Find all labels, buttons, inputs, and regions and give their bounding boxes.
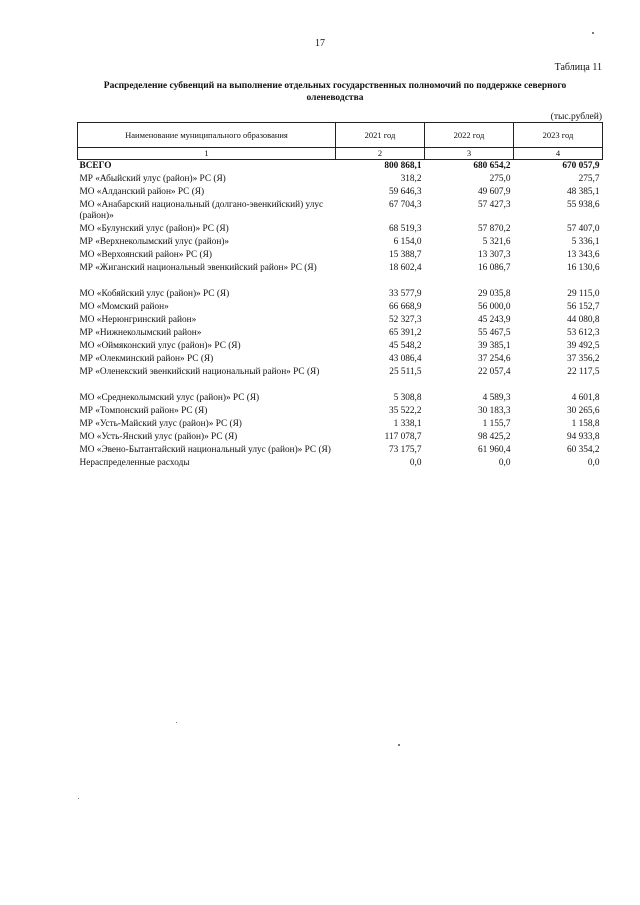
value-2022: 45 243,9: [477, 315, 511, 325]
value-2023: 57 407,0: [566, 224, 600, 234]
value-2023: 275,7: [578, 174, 600, 184]
municipality-name: МР «Нижнеколымский район»: [79, 328, 202, 338]
value-2023: 30 265,6: [566, 406, 600, 416]
column-number: 1: [78, 148, 336, 160]
value-2023: 60 354,2: [566, 445, 600, 455]
total-row: [78, 160, 603, 174]
table-row: [78, 173, 603, 186]
value-2023: 0,0: [587, 458, 600, 468]
value-2022: 98 425,2: [477, 432, 511, 442]
value-2022: 29 035,8: [477, 289, 511, 299]
value-2023: 48 385,1: [566, 187, 600, 197]
scan-speck: [398, 744, 400, 746]
municipality-name: МО «Алданский район» РС (Я): [79, 187, 205, 197]
column-number: 3: [425, 148, 514, 160]
value-2021: 66 668,9: [388, 302, 422, 312]
municipality-name: МР «Жиганский национальный эвенкийский район» РС (Я): [79, 263, 317, 273]
municipality-name: МО «Момский район»: [79, 302, 169, 312]
municipality-name: МО «Кобяйский улус (район)» РС (Я): [79, 289, 230, 299]
scan-speck: [176, 722, 177, 723]
value-2022: 16 086,7: [477, 263, 511, 273]
value-2023: 5 336,1: [571, 237, 600, 247]
total-2022: 680 654,2: [473, 161, 511, 171]
value-2021: 52 327,3: [388, 315, 422, 325]
table-row: [78, 444, 603, 457]
header-2023: 2023 год: [514, 123, 603, 148]
table-row: [78, 405, 603, 418]
header-2021: 2021 год: [336, 123, 425, 148]
value-2023: 22 117,5: [567, 367, 600, 377]
header-municipality: Наименование муниципального образования: [78, 123, 336, 148]
value-2023: 37 356,2: [566, 354, 600, 364]
municipality-name: МР «Усть-Майский улус (район)» РС (Я): [79, 419, 242, 429]
municipality-name: Нераспределенные расходы: [79, 458, 190, 468]
value-2021: 68 519,3: [388, 224, 422, 234]
value-2022: 61 960,4: [477, 445, 511, 455]
municipality-name: МО «Верхоянский район» РС (Я): [79, 250, 212, 260]
value-2021: 35 522,2: [388, 406, 422, 416]
subsidy-table: [77, 122, 603, 470]
value-2021: 117 078,7: [384, 432, 422, 442]
value-2023: 13 343,6: [566, 250, 600, 260]
value-2023: 4 601,8: [571, 393, 600, 403]
value-2021: 33 577,9: [388, 289, 422, 299]
value-2023: 16 130,6: [566, 263, 600, 273]
municipality-name: МР «Оленекский эвенкийский национальный район» РС (Я): [79, 367, 320, 377]
value-2021: 18 602,4: [388, 263, 422, 273]
value-2022: 1 155,7: [482, 419, 511, 429]
value-2023: 39 492,5: [566, 341, 600, 351]
table-row: [78, 262, 603, 275]
group-spacer: [78, 379, 603, 392]
municipality-name: МО «Оймяконский улус (район)» РС (Я): [79, 341, 241, 351]
value-2021: 43 086,4: [388, 354, 422, 364]
table-row: [78, 249, 603, 262]
units-label: (тыс.рублей): [550, 112, 602, 122]
value-2021: 318,2: [400, 174, 422, 184]
value-2022: 37 254,6: [477, 354, 511, 364]
value-2022: 22 057,4: [477, 367, 511, 377]
value-2022: 57 870,2: [477, 224, 511, 234]
value-2022: 0,0: [498, 458, 511, 468]
value-2022: 30 183,3: [477, 406, 511, 416]
page-number: 17: [315, 38, 325, 49]
value-2021: 73 175,7: [388, 445, 422, 455]
table-row: [78, 301, 603, 314]
table-row: [78, 340, 603, 353]
municipality-name: МО «Эвено-Бытантайский национальный улус (район)» РС (Я): [79, 445, 331, 455]
value-2022: 56 000,0: [477, 302, 511, 312]
value-2021: 45 548,2: [388, 341, 422, 351]
header-2022: 2022 год: [425, 123, 514, 148]
value-2022: 4 589,3: [482, 393, 511, 403]
municipality-name: МО «Булунский улус (район)» РС (Я): [79, 224, 229, 234]
scan-speck: [592, 32, 594, 34]
value-2021: 59 646,3: [388, 187, 422, 197]
value-2023: 56 152,7: [566, 302, 600, 312]
total-2021: 800 868,1: [384, 161, 422, 171]
value-2022: 275,0: [489, 174, 511, 184]
table-label: Таблица 11: [554, 62, 602, 73]
value-2022: 39 385,1: [477, 341, 511, 351]
value-2022: 13 307,3: [477, 250, 511, 260]
municipality-name: МР «Абыйский улус (район)» РС (Я): [79, 174, 226, 184]
value-2022: 5 321,6: [482, 237, 511, 247]
value-2022: 57 427,3: [477, 200, 511, 210]
total-label: ВСЕГО: [79, 161, 112, 171]
municipality-name: МО «Анабарский национальный (долгано-эвенкийский) улус (район)»: [79, 200, 324, 221]
table-row: [78, 288, 603, 301]
value-2021: 6 154,0: [393, 237, 422, 247]
document-title: Распределение субвенций на выполнение отдельных государственных полномочий по поддержке северного оленеводства: [103, 81, 567, 103]
scan-speck: [78, 798, 79, 799]
column-number-row: [78, 148, 603, 160]
value-2023: 29 115,0: [567, 289, 600, 299]
group-spacer: [78, 275, 603, 288]
value-2023: 53 612,3: [566, 328, 600, 338]
municipality-name: МР «Томпонский район» РС (Я): [79, 406, 208, 416]
table-row: [78, 186, 603, 199]
table-row: [78, 327, 603, 340]
table-row: [78, 418, 603, 431]
column-number: 2: [336, 148, 425, 160]
municipality-name: МР «Верхнеколымский улус (район)»: [79, 237, 230, 247]
value-2021: 0,0: [409, 458, 422, 468]
table-row: [78, 223, 603, 236]
table-row: [78, 366, 603, 379]
municipality-name: МР «Олекминский район» РС (Я): [79, 354, 214, 364]
value-2021: 5 308,8: [393, 393, 422, 403]
value-2021: 67 704,3: [388, 200, 422, 210]
column-number: 4: [514, 148, 603, 160]
value-2022: 55 467,5: [477, 328, 511, 338]
table-row: [78, 199, 603, 223]
value-2021: 65 391,2: [388, 328, 422, 338]
table-row: [78, 457, 603, 470]
value-2023: 1 158,8: [571, 419, 600, 429]
value-2023: 44 080,8: [566, 315, 600, 325]
value-2023: 94 933,8: [566, 432, 600, 442]
value-2023: 55 938,6: [566, 200, 600, 210]
municipality-name: МО «Нерюнгринский район»: [79, 315, 197, 325]
value-2022: 49 607,9: [477, 187, 511, 197]
table-row: [78, 392, 603, 405]
value-2021: 15 388,7: [388, 250, 422, 260]
table-row: [78, 353, 603, 366]
value-2021: 1 338,1: [393, 419, 422, 429]
municipality-name: МО «Усть-Янский улус (район)» РС (Я): [79, 432, 238, 442]
table-row: [78, 431, 603, 444]
table-row: [78, 314, 603, 327]
value-2021: 25 511,5: [389, 367, 422, 377]
header-row: [78, 123, 603, 148]
total-2023: 670 057,9: [562, 161, 600, 171]
municipality-name: МО «Среднеколымский улус (район)» РС (Я): [79, 393, 260, 403]
table-row: [78, 236, 603, 249]
